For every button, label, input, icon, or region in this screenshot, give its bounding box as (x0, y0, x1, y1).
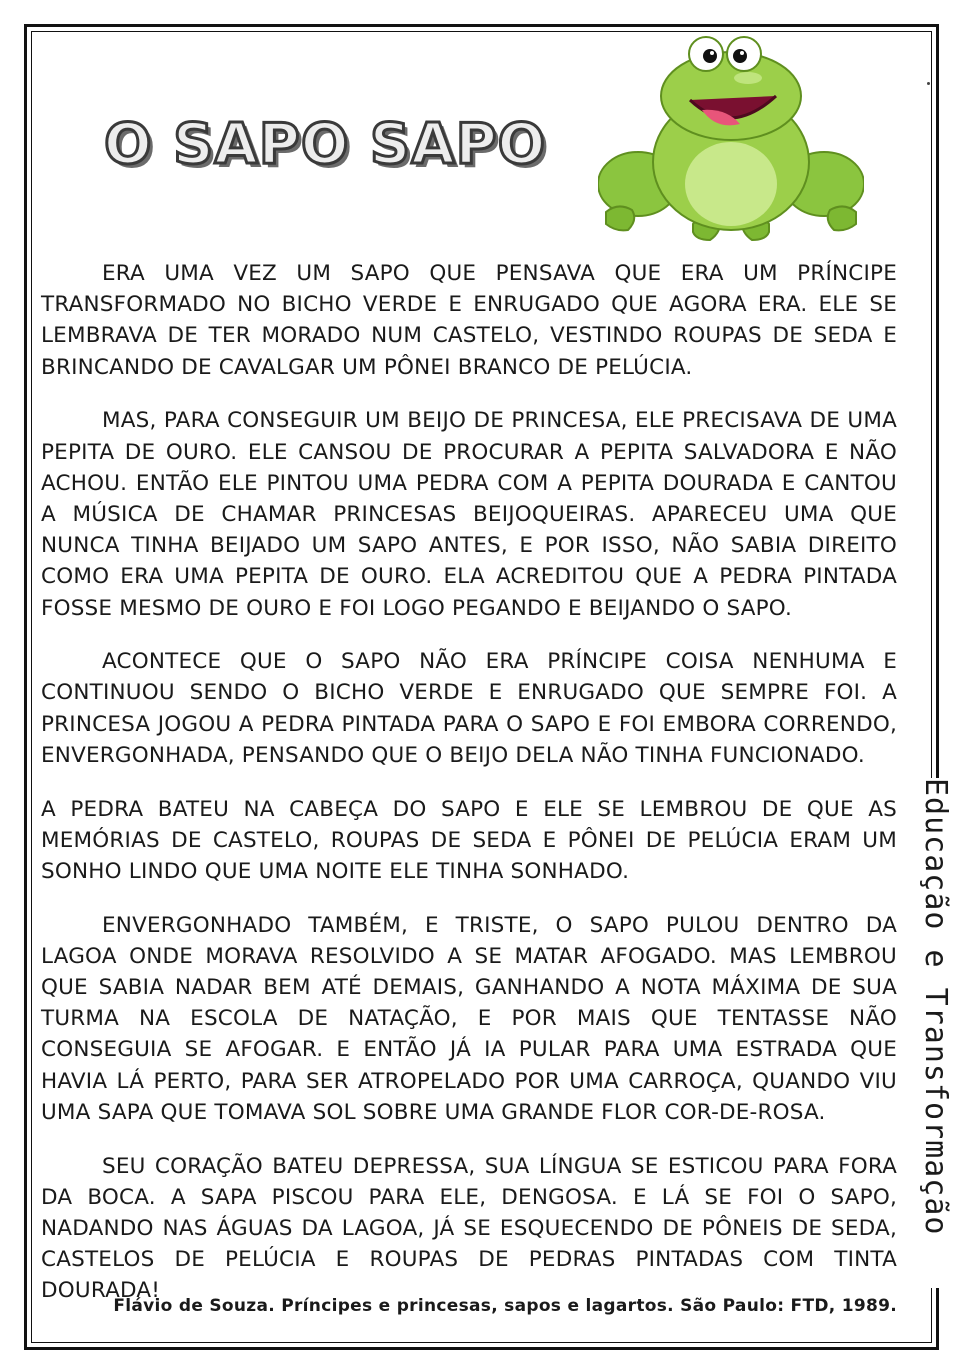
story-paragraph-3: ACONTECE QUE O SAPO NÃO ERA PRÍNCIPE COISA NENHUMA E CONTINUOU SENDO O BICHO VERDE E ENRUGADO QUE SEMPRE FOI. A PRINCESA JOGOU A PEDRA PINTADA PARA O SAPO E FOI EMBORA CORRENDO, ENVERGONHADA, PENSANDO QUE O BEIJO DELA NÃO TINHA FUNCIONADO. (41, 649, 897, 768)
watermark-text: Educação e Transformação (918, 778, 953, 1236)
story-paragraph-6: SEU CORAÇÃO BATEU DEPRESSA, SUA LÍNGUA SE ESTICOU PARA FORA DA BOCA. A SAPA PISCOU PARA ELE, DENGOSA. E LÁ SE FOI O SAPO, NADANDO NAS ÁGUAS DA LAGOA, JÁ SE ESQUECENDO DE PÔNEIS DE SEDA, CASTELOS DE PELÚCIA E ROUPAS DE PEDRAS PINTADAS COM TINTA DOURADA! (41, 1153, 897, 1304)
story-paragraph-1: ERA UMA VEZ UM SAPO QUE PENSAVA QUE ERA UM PRÍNCIPE TRANSFORMADO NO BICHO VERDE E ENRUGADO QUE AGORA ERA. ELE SE LEMBRAVA DE TER MORADO NUM CASTELO, VESTINDO ROUPAS DE SEDA E BRINCANDO DE CAVALGAR UM PÔNEI BRANCO DE PELÚCIA. (41, 261, 897, 380)
story-paragraph-4: A PEDRA BATEU NA CABEÇA DO SAPO E ELE SE LEMBROU DE QUE AS MEMÓRIAS DE CASTELO, ROUPAS DE SEDA E PÔNEI DE PELÚCIA ERAM UM SONHO LINDO QUE UMA NOITE ELE TINHA SONHADO. (41, 796, 897, 884)
story-paragraph-5: ENVERGONHADO TAMBÉM, E TRISTE, O SAPO PULOU DENTRO DA LAGOA ONDE MORAVA RESOLVIDO A SE MATAR AFOGADO. MAS LEMBROU QUE SABIA NADAR BEM ATÉ DEMAIS, GANHANDO A NOTA MÁXIMA DE SUA TURMA NA ESCOLA DE NATAÇÃO, E POR MAIS QUE TENTASSE NÃO CONSEGUIA SE AFOGAR. E ENTÃO JÁ IA PULAR PARA UMA ESTRADA QUE HAVIA LÁ PERTO, PARA SER ATROPELADO POR UMA CARROÇA, QUANDO VIU UMA SAPA QUE TOMAVA SOL SOBRE UMA GRANDE FLOR COR-DE-ROSA. (41, 912, 897, 1125)
source-citation: Flávio de Souza. Príncipes e princesas, sapos e lagartos. São Paulo: FTD, 1989. (113, 1296, 897, 1316)
story-title: O SAPO SAPO (104, 112, 547, 177)
watermark (918, 778, 958, 1288)
stray-dot (927, 82, 930, 85)
frog-icon (598, 34, 864, 244)
story-paragraph-2: MAS, PARA CONSEGUIR UM BEIJO DE PRINCESA, ELE PRECISAVA DE UMA PEPITA DE OURO. ELE CANSOU DE PROCURAR A PEPITA SALVADORA E NÃO ACHOU. ENTÃO ELE PINTOU UMA PEDRA COM A PEPITA DOURADA E CANTOU A MÚSICA DE CHAMAR PRINCESAS BEIJOQUEIRAS. APARECEU UMA QUE NUNCA TINHA BEIJADO UM SAPO ANTES, E POR ISSO, NÃO SABIA DIREITO COMO ERA UMA PEPITA DE OURO. ELA ACREDITOU QUE A PEDRA PINTADA FOSSE MESMO DE OURO E FOI LOGO PEGANDO E BEIJANDO O SAPO. (41, 408, 897, 621)
story-text (41, 258, 897, 1329)
